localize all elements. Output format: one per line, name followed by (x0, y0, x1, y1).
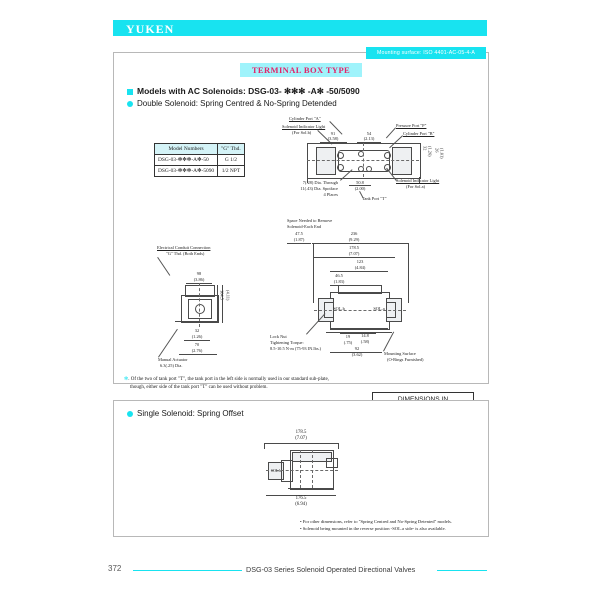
ext-line (264, 443, 265, 449)
dim-123-in: (4.84) (354, 265, 366, 270)
dim-1045-mm: 104.5 (219, 290, 225, 300)
port-circle (384, 164, 391, 171)
label-cylinder-port-a: Cylinder Port "A" (289, 116, 321, 121)
dim-bottom-top-in: (7.07) (295, 436, 307, 441)
label-manual-actuator: Manual Actuator (158, 357, 188, 362)
ext-line (338, 443, 339, 449)
note-line-1: . Of the two of tank port "T", the tank port in the left side is normally used in our standard sub-plate, (128, 377, 329, 382)
dim-26-mm-right: 26 (434, 148, 440, 153)
circle-bullet-icon (127, 411, 133, 417)
ext-line (313, 243, 314, 303)
terminal-box-type-title: TERMINAL BOX TYPE (240, 63, 362, 77)
single-solenoid-line (127, 409, 244, 418)
ext-line (419, 177, 420, 183)
dim-92-mm: 92 (354, 346, 360, 351)
col-g-thread: "G" Thd. (218, 144, 245, 155)
dim-32-mm: 32 (194, 328, 200, 333)
single-valve-right-port (326, 458, 338, 468)
dim-line (312, 243, 408, 244)
double-solenoid-text: Double Solenoid: Spring Centred & No-Spring Detended (137, 99, 337, 108)
ext-line (408, 243, 409, 303)
label-conduit-thread: "G" Thd. (Both Ends) (166, 251, 205, 256)
label-dia-spotface: 11(.43) Dia. Spotface (300, 186, 338, 191)
label-solenoid-indicator-light-b: Solenoid Indicator Light (282, 124, 326, 129)
dim-98-in: (3.86) (193, 277, 205, 282)
dim-1785-in: (7.07) (348, 251, 360, 256)
dim-465-in: (1.83) (333, 279, 345, 284)
label-sol-a: SOL.a (373, 306, 385, 311)
models-line (127, 86, 360, 97)
tank-port-note (124, 376, 424, 391)
ext-line (217, 285, 218, 323)
label-space-needed-2: Solenoid-Each End (287, 224, 322, 229)
footer-title: DSG-03 Series Solenoid Operated Directional Valves (246, 565, 416, 574)
centerline-h (314, 310, 406, 311)
dim-236-mm: 236 (350, 231, 358, 236)
port-circle (337, 152, 344, 159)
valve-right-block (392, 147, 412, 175)
port-circle (337, 164, 344, 171)
table-header-row (155, 144, 245, 155)
cell-thread-1: G 1/2 (218, 155, 245, 166)
centerline-v (300, 450, 301, 488)
dim-bottom-in: (6.94) (295, 502, 307, 507)
cell-model-1: DSG-03-✻✻✻-A✻-50 (155, 155, 218, 166)
dim-line (340, 333, 376, 334)
dim-508-in: (2.00) (354, 186, 366, 191)
label-mounting-surface: Mounting Surface (384, 351, 416, 356)
valve-left-block (316, 147, 336, 175)
dim-line (184, 340, 210, 341)
label-orings-furnished: (O-Rings Furnished) (387, 357, 424, 362)
centerline-v (312, 450, 313, 488)
square-bullet-icon (127, 89, 133, 95)
dim-70-in: (2.76) (191, 348, 203, 353)
terminal-box-top (338, 285, 382, 294)
page-number: 372 (108, 564, 122, 573)
model-numbers-table (154, 143, 245, 177)
label-torque-value: 8.5-10.5 N·m (75-93 IN.lbs.) (270, 346, 322, 351)
dim-line (330, 352, 382, 353)
cell-thread-2: 1/2 NPT (218, 166, 245, 177)
label-4-places: 4 Places (323, 192, 338, 197)
label-single-sol-b: SOL.b (270, 468, 282, 473)
table-row (155, 155, 245, 166)
mounting-surface-line (330, 328, 388, 329)
circle-bullet-icon (127, 101, 133, 107)
footer-rule-right (437, 570, 487, 571)
label-solenoid-indicator-light-b-sub: (For Sol.b) (292, 130, 312, 135)
dim-line (349, 185, 371, 186)
note-line-2: though, either side of the tank port "T" can be used without problem. (130, 384, 268, 390)
dim-line (313, 257, 395, 258)
port-circle (384, 152, 391, 159)
table-row (155, 166, 245, 177)
dim-123-mm: 123 (356, 259, 364, 264)
double-solenoid-line (127, 99, 337, 108)
cell-model-2: DSG-03-✻✻✻-A✻-5090 (155, 166, 218, 177)
base-line (288, 488, 334, 489)
dim-32-in: (1.26) (191, 334, 203, 339)
footer-rule-left (133, 570, 242, 571)
dim-line (330, 271, 388, 272)
centerline-h (266, 470, 338, 471)
valve-center-body (338, 150, 390, 172)
label-solenoid-indicator-light-a: Solenoid Indicator Light (396, 178, 440, 183)
dim-line (264, 443, 338, 444)
dim-148-mm: 14.8 (361, 333, 369, 338)
centerline-v (363, 143, 364, 177)
single-solenoid-text: Single Solenoid: Spring Offset (137, 409, 244, 418)
dim-91-in: (3.58) (327, 136, 339, 141)
dim-92-in: (3.62) (351, 352, 363, 357)
base-line (175, 321, 219, 322)
label-pressure-port-p: Pressure Port "P" (396, 123, 427, 128)
label-dia-through: 7(.28) Dia. Through (302, 180, 338, 185)
label-sol-b: SOL.b (333, 306, 345, 311)
bottom-notes (300, 518, 452, 533)
dim-475-mm: 47.5 (295, 231, 303, 236)
dim-236-in: (9.29) (348, 237, 360, 242)
yuken-logo: YUKEN (126, 22, 175, 36)
label-tightening-torque: Tightening Torque: (270, 340, 304, 345)
label-tank-port-t: Tank Port "T" (362, 196, 387, 201)
dim-line (287, 243, 311, 244)
label-lock-nut: Lock Nut (270, 334, 287, 339)
dim-98-mm: 98 (196, 271, 202, 276)
dim-19-in: (.75) (343, 340, 353, 345)
label-space-needed: Space Needed to Remove (287, 218, 333, 223)
dim-475-in: (1.87) (293, 237, 305, 242)
label-conduit-connection: Electrical Conduit Connection (157, 245, 211, 250)
solenoid-center-circle (195, 304, 205, 314)
dim-32-in-right: (1.26) (427, 146, 433, 157)
col-model-numbers: Model Numbers (155, 144, 218, 155)
label-manual-actuator-dia: 6.3(.25) Dia. (160, 363, 183, 368)
label-solenoid-indicator-light-a-sub: (For Sol.a) (406, 184, 426, 189)
dim-465-mm: 46.5 (335, 273, 343, 278)
port-circle-t2 (366, 166, 372, 172)
dim-148-in: (.58) (360, 339, 370, 344)
dim-54-mm: 54 (366, 131, 372, 136)
dim-508-mm: 50.8 (356, 180, 364, 185)
dim-bottom-mm: 176.5 (295, 496, 307, 501)
note-marker: ✻ (124, 377, 129, 382)
dim-1785-mm: 178.5 (349, 245, 359, 250)
label-cylinder-port-b: Cylinder Port "B" (403, 131, 435, 136)
dim-1045-in: (4.11) (225, 290, 231, 301)
dim-54-in: (2.13) (363, 136, 375, 141)
bottom-note-2: • Solenoid being mounted in the reverse position -SOL.a side- is also available. (300, 526, 446, 532)
dim-91-mm: 91 (330, 131, 336, 136)
dim-32-mm-right: 32 (422, 146, 428, 151)
models-line-text: Models with AC Solenoids: DSG-03- ✻✻✻ -A✻ -50/5090 (137, 86, 360, 96)
dim-26-in-right: (1.01) (439, 148, 445, 159)
dim-70-mm: 70 (194, 342, 200, 347)
dim-bottom-top-mm: 178.5 (295, 430, 307, 435)
dim-19-mm: 19 (345, 334, 351, 339)
dim-line (179, 354, 217, 355)
mounting-surface-badge: Mounting surface: ISO 4401-AC-05-4-A (366, 47, 486, 59)
bottom-note-1: • For other dimensions, refer to "Spring Centred and No-Spring Detented" models. (300, 519, 452, 524)
